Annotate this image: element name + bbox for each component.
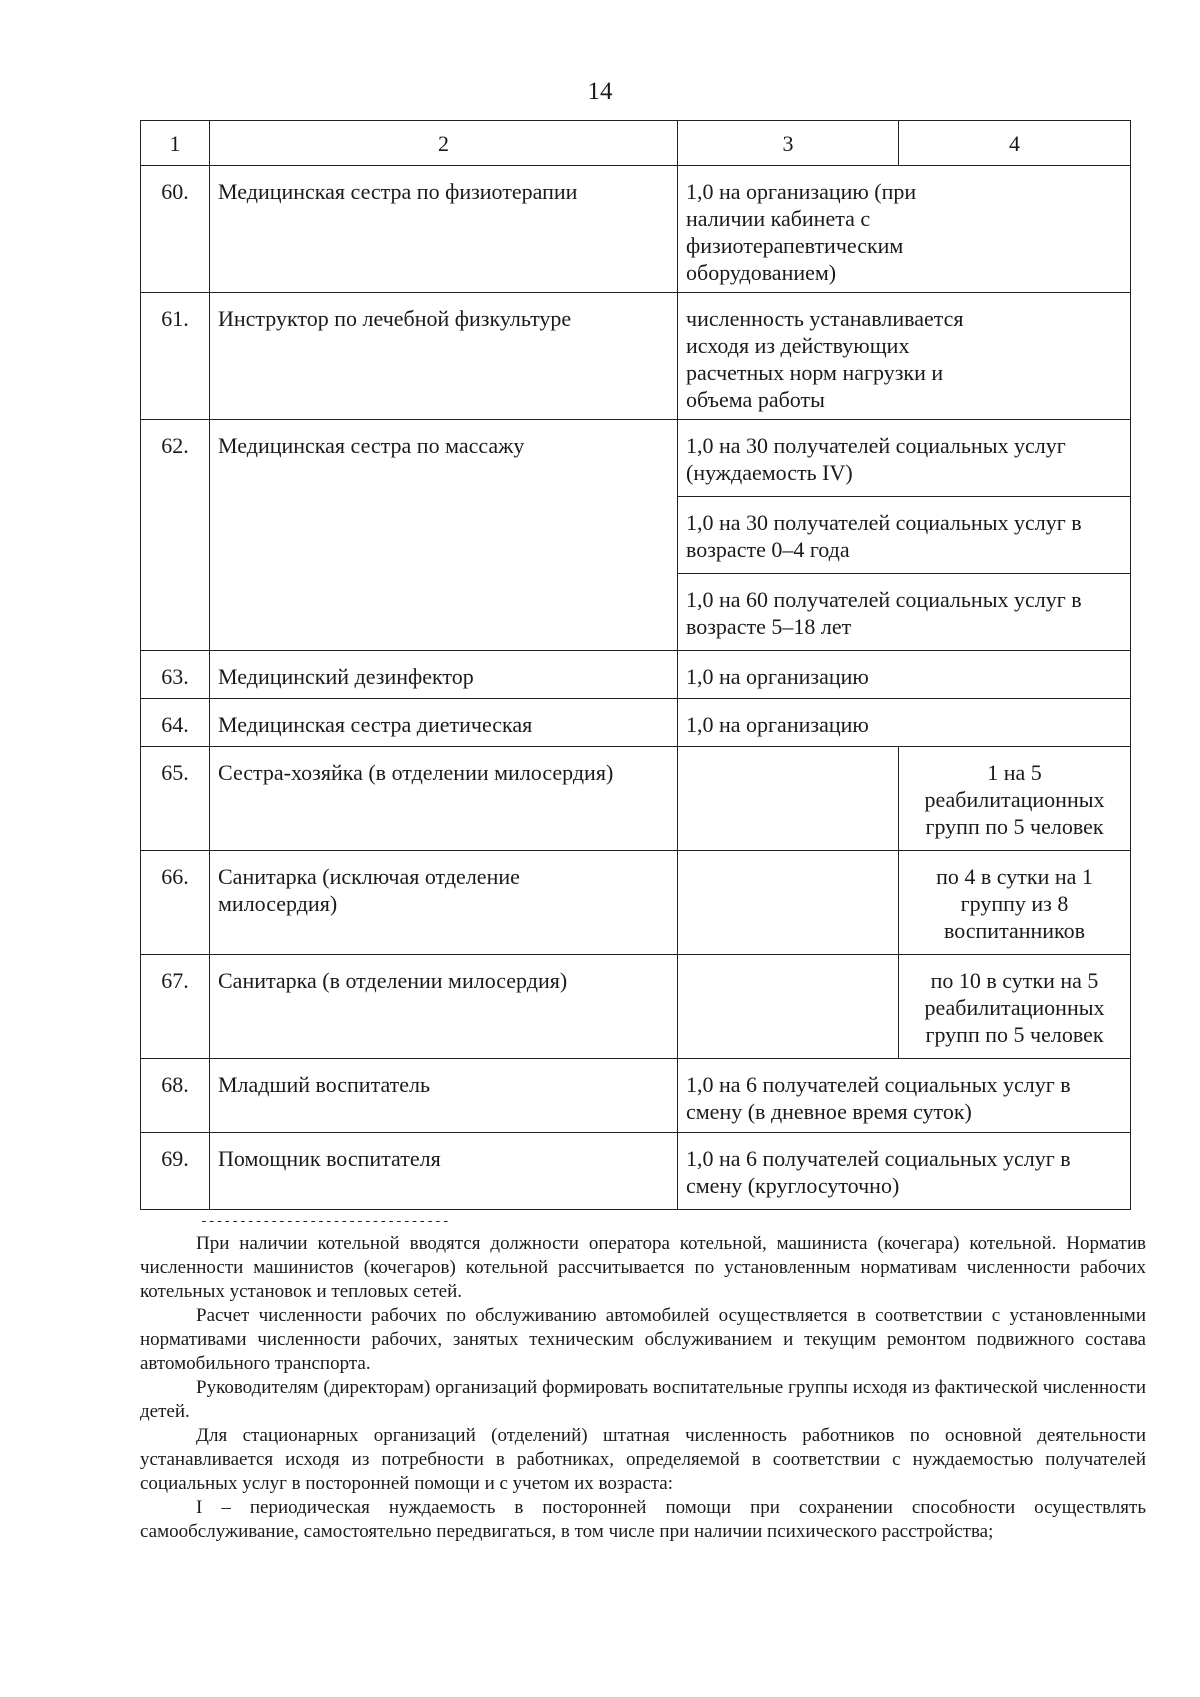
staffing-norm: 1,0 на 6 получателей социальных услуг в смену (в дневное время суток) bbox=[678, 1059, 1131, 1133]
position-title: Медицинский дезинфектор bbox=[210, 651, 678, 699]
row-number: 64. bbox=[141, 699, 210, 747]
staffing-norm: 1,0 на организацию bbox=[678, 699, 1131, 747]
staffing-norm: численность устанавливается исходя из действующих расчетных норм нагрузки и объема работы bbox=[678, 293, 1131, 420]
table-row bbox=[141, 747, 1131, 851]
position-title: Сестра-хозяйка (в отделении милосердия) bbox=[210, 747, 678, 851]
staffing-norm: 1,0 на 60 получателей социальных услуг в возрасте 5–18 лет bbox=[678, 574, 1131, 651]
page-number: 14 bbox=[587, 78, 613, 105]
staffing-norm-col4: по 10 в сутки на 5 реабилитационных групп по 5 человек bbox=[899, 955, 1131, 1059]
note-paragraph: Для стационарных организаций (отделений) штатная численность работников по основной деятельности устанавливается исходя из потребности в работниках, определяемой в соответствии с нуждаемостью получателей социальных услуг в посторонней помощи и с учетом их возраста: bbox=[140, 1425, 1146, 1494]
staffing-norm: 1,0 на 30 получателей социальных услуг в возрасте 0–4 года bbox=[678, 497, 1131, 574]
position-title: Младший воспитатель bbox=[210, 1059, 678, 1133]
table-row bbox=[141, 293, 1131, 420]
position-title: Санитарка (исключая отделение милосердия) bbox=[210, 851, 678, 955]
row-number: 67. bbox=[141, 955, 210, 1059]
empty-col-3 bbox=[678, 955, 899, 1059]
header-col-2: 2 bbox=[210, 121, 678, 166]
note-paragraph: При наличии котельной вводятся должности оператора котельной, машиниста (кочегара) котельной. Норматив численности машинистов (кочегаров) котельной рассчитывается по установленным нормативам численности рабочих котельных установок и тепловых сетей. bbox=[140, 1233, 1146, 1302]
table-row bbox=[141, 420, 1131, 497]
empty-col-3 bbox=[678, 851, 899, 955]
staffing-table bbox=[140, 120, 1131, 1210]
note-paragraph: I – периодическая нуждаемость в посторонней помощи при сохранении способности осуществлять самообслуживание, самостоятельно передвигаться, в том числе при наличии психического расстройства; bbox=[140, 1497, 1146, 1542]
row-number: 68. bbox=[141, 1059, 210, 1133]
header-col-1: 1 bbox=[141, 121, 210, 166]
row-number: 60. bbox=[141, 166, 210, 293]
table-row bbox=[141, 955, 1131, 1059]
table-row bbox=[141, 1059, 1131, 1133]
row-number: 69. bbox=[141, 1133, 210, 1210]
row-number: 66. bbox=[141, 851, 210, 955]
empty-col-3 bbox=[678, 747, 899, 851]
position-title: Инструктор по лечебной физкультуре bbox=[210, 293, 678, 420]
staffing-norm: 1,0 на 30 получателей социальных услуг (нуждаемость IV) bbox=[678, 420, 1131, 497]
header-col-4: 4 bbox=[899, 121, 1131, 166]
position-title: Помощник воспитателя bbox=[210, 1133, 678, 1210]
notes-section bbox=[140, 1232, 1146, 1544]
table-row bbox=[141, 166, 1131, 293]
position-title: Медицинская сестра по физиотерапии bbox=[210, 166, 678, 293]
staffing-norm: 1,0 на организацию bbox=[678, 651, 1131, 699]
staffing-norm-col4: 1 на 5 реабилитационных групп по 5 человек bbox=[899, 747, 1131, 851]
table-row bbox=[141, 699, 1131, 747]
position-title: Медицинская сестра по массажу bbox=[210, 420, 678, 651]
table-header-row bbox=[141, 121, 1131, 166]
header-col-3: 3 bbox=[678, 121, 899, 166]
position-title: Санитарка (в отделении милосердия) bbox=[210, 955, 678, 1059]
row-number: 62. bbox=[141, 420, 210, 651]
row-number: 63. bbox=[141, 651, 210, 699]
staffing-norm-col4: по 4 в сутки на 1 группу из 8 воспитанников bbox=[899, 851, 1131, 955]
position-title: Медицинская сестра диетическая bbox=[210, 699, 678, 747]
table-row bbox=[141, 1133, 1131, 1210]
staffing-norm: 1,0 на организацию (при наличии кабинета с физиотерапевтическим оборудованием) bbox=[678, 166, 1131, 293]
note-paragraph: Руководителям (директорам) организаций формировать воспитательные группы исходя из фактической численности детей. bbox=[140, 1377, 1146, 1422]
table-row bbox=[141, 651, 1131, 699]
row-number: 61. bbox=[141, 293, 210, 420]
staffing-norm: 1,0 на 6 получателей социальных услуг в смену (круглосуточно) bbox=[678, 1133, 1131, 1210]
table-row bbox=[141, 851, 1131, 955]
note-paragraph: Расчет численности рабочих по обслуживанию автомобилей осуществляется в соответствии с установленными нормативами численности рабочих, занятых техническим обслуживанием и текущим ремонтом подвижного состава автомобильного транспорта. bbox=[140, 1305, 1146, 1374]
row-number: 65. bbox=[141, 747, 210, 851]
footnote-separator: -------------------------------- bbox=[200, 1214, 450, 1229]
